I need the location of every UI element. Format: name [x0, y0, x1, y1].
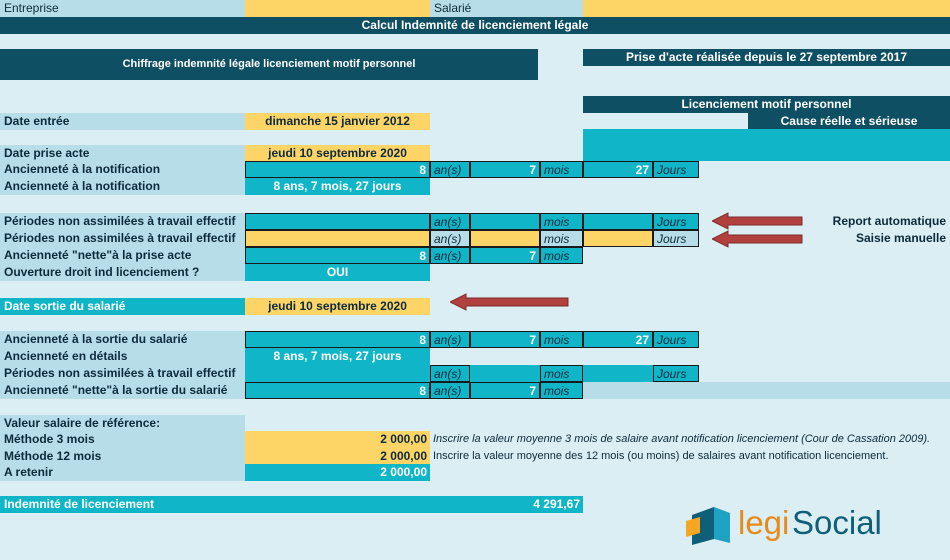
- unit-years: an(s): [430, 230, 470, 247]
- logo-legi: legi: [738, 504, 790, 541]
- nette-prise-acte-months: 7: [470, 247, 540, 264]
- salarie-label: Salarié: [430, 0, 583, 17]
- salarie-input[interactable]: [583, 0, 950, 17]
- unit-days: Jours: [653, 230, 699, 247]
- date-sortie-input[interactable]: jeudi 10 septembre 2020: [245, 298, 430, 315]
- anciennete-notif-text: 8 ans, 7 mois, 27 jours: [245, 178, 430, 195]
- page-title: Calcul Indemnité de licenciement légale: [0, 17, 950, 34]
- indemnite-value: 4 291,67: [245, 496, 583, 513]
- date-entree-input[interactable]: dimanche 15 janvier 2012: [245, 113, 430, 130]
- periodes-days-input[interactable]: [583, 230, 653, 247]
- unit-days: Jours: [653, 331, 699, 348]
- entreprise-input[interactable]: [245, 0, 430, 17]
- unit-months: mois: [540, 331, 583, 348]
- methode12-label: Méthode 12 mois: [0, 448, 245, 465]
- cause-reelle-label: Cause réelle et sérieuse: [748, 113, 950, 130]
- methode3-label: Méthode 3 mois: [0, 431, 245, 448]
- anciennete-notif-label: Ancienneté à la notification: [0, 161, 245, 178]
- unit-years: an(s): [430, 213, 470, 230]
- nette-prise-acte-label: Ancienneté "nette"à la prise acte: [0, 247, 245, 264]
- entreprise-label: Entreprise: [0, 0, 245, 17]
- retenir-value: 2 000,00: [245, 464, 430, 481]
- periodes-years-input[interactable]: [245, 230, 430, 247]
- periodes-months-auto: [470, 213, 540, 230]
- cause-block: [583, 129, 950, 161]
- periodes-sortie-months: [470, 365, 540, 382]
- arrow-left-icon: [712, 212, 804, 230]
- methode3-note: Inscrire la valeur moyenne 3 mois de salaire avant notification licenciement (Cour de Cassation 2009).: [433, 433, 931, 445]
- unit-years: an(s): [430, 161, 470, 178]
- anciennete-notif-days: 27: [583, 161, 653, 178]
- unit-months: mois: [540, 382, 583, 399]
- methode12-input[interactable]: 2 000,00: [245, 448, 430, 465]
- anciennete-details-value: 8 ans, 7 mois, 27 jours: [245, 348, 430, 365]
- periodes-years-auto: [245, 213, 430, 230]
- anciennete-details-label: Ancienneté en détails: [0, 348, 245, 365]
- anciennete-sortie-months: 7: [470, 331, 540, 348]
- date-sortie-label: Date sortie du salarié: [0, 298, 245, 315]
- unit-years: an(s): [430, 331, 470, 348]
- periodes-label-1: Périodes non assimilées à travail effectif: [0, 213, 245, 230]
- unit-months: mois: [540, 161, 583, 178]
- anciennete-sortie-label: Ancienneté à la sortie du salarié: [0, 331, 245, 348]
- unit-months: mois: [540, 365, 583, 382]
- nette-prise-acte-years: 8: [245, 247, 430, 264]
- legisocial-logo: [686, 500, 896, 550]
- date-entree-label: Date entrée: [0, 113, 245, 130]
- prise-acte-banner: Prise d'acte réalisée depuis le 27 septembre 2017: [583, 49, 950, 66]
- logo-cube-icon: [686, 503, 736, 547]
- saisie-manuelle-label: Saisie manuelle: [855, 231, 946, 245]
- nette-sortie-months: 7: [470, 382, 540, 399]
- anciennete-notif-label-2: Ancienneté à la notification: [0, 178, 245, 195]
- anciennete-notif-months: 7: [470, 161, 540, 178]
- nette-sortie-label: Ancienneté "nette"à la sortie du salarié: [0, 382, 245, 399]
- unit-years: an(s): [430, 382, 470, 399]
- unit-months: mois: [540, 230, 583, 247]
- anciennete-sortie-years: 8: [245, 331, 430, 348]
- periodes-label-2: Périodes non assimilées à travail effectif: [0, 230, 245, 247]
- chiffrage-title: Chiffrage indemnité légale licenciement motif personnel: [0, 49, 538, 80]
- date-prise-acte-input[interactable]: jeudi 10 septembre 2020: [245, 145, 430, 162]
- unit-days: Jours: [653, 161, 699, 178]
- report-auto-label: Report automatique: [832, 214, 946, 228]
- licenciement-motif-header: Licenciement motif personnel: [583, 96, 950, 113]
- unit-years: an(s): [430, 247, 470, 264]
- unit-months: mois: [540, 213, 583, 230]
- anciennete-notif-years: 8: [245, 161, 430, 178]
- periodes-sortie-days: [583, 365, 653, 382]
- periodes-sortie-years: [245, 365, 430, 382]
- periodes-sortie-label: Périodes non assimilées à travail effectif: [0, 365, 245, 382]
- methode3-input[interactable]: 2 000,00: [245, 431, 430, 448]
- unit-months: mois: [540, 247, 583, 264]
- arrow-left-icon: [712, 230, 804, 248]
- anciennete-sortie-days: 27: [583, 331, 653, 348]
- arrow-left-icon: [450, 293, 570, 311]
- salaire-ref-label: Valeur salaire de référence:: [0, 415, 245, 432]
- ouverture-label: Ouverture droit ind licenciement ?: [0, 264, 245, 281]
- sortie-filler: [583, 382, 950, 399]
- periodes-days-auto: [583, 213, 653, 230]
- indemnite-label: Indemnité de licenciement: [0, 496, 245, 513]
- methode12-note: Inscrire la valeur moyenne des 12 mois (ou moins) de salaires avant notification licenciement.: [433, 450, 889, 462]
- nette-sortie-years: 8: [245, 382, 430, 399]
- unit-days: Jours: [653, 213, 699, 230]
- unit-years: an(s): [430, 365, 470, 382]
- periodes-months-input[interactable]: [470, 230, 540, 247]
- logo-social: Social: [792, 504, 882, 541]
- ouverture-value: OUI: [245, 264, 430, 281]
- unit-days: Jours: [653, 365, 699, 382]
- date-prise-acte-label: Date prise acte: [0, 145, 245, 162]
- retenir-label: A retenir: [0, 464, 245, 481]
